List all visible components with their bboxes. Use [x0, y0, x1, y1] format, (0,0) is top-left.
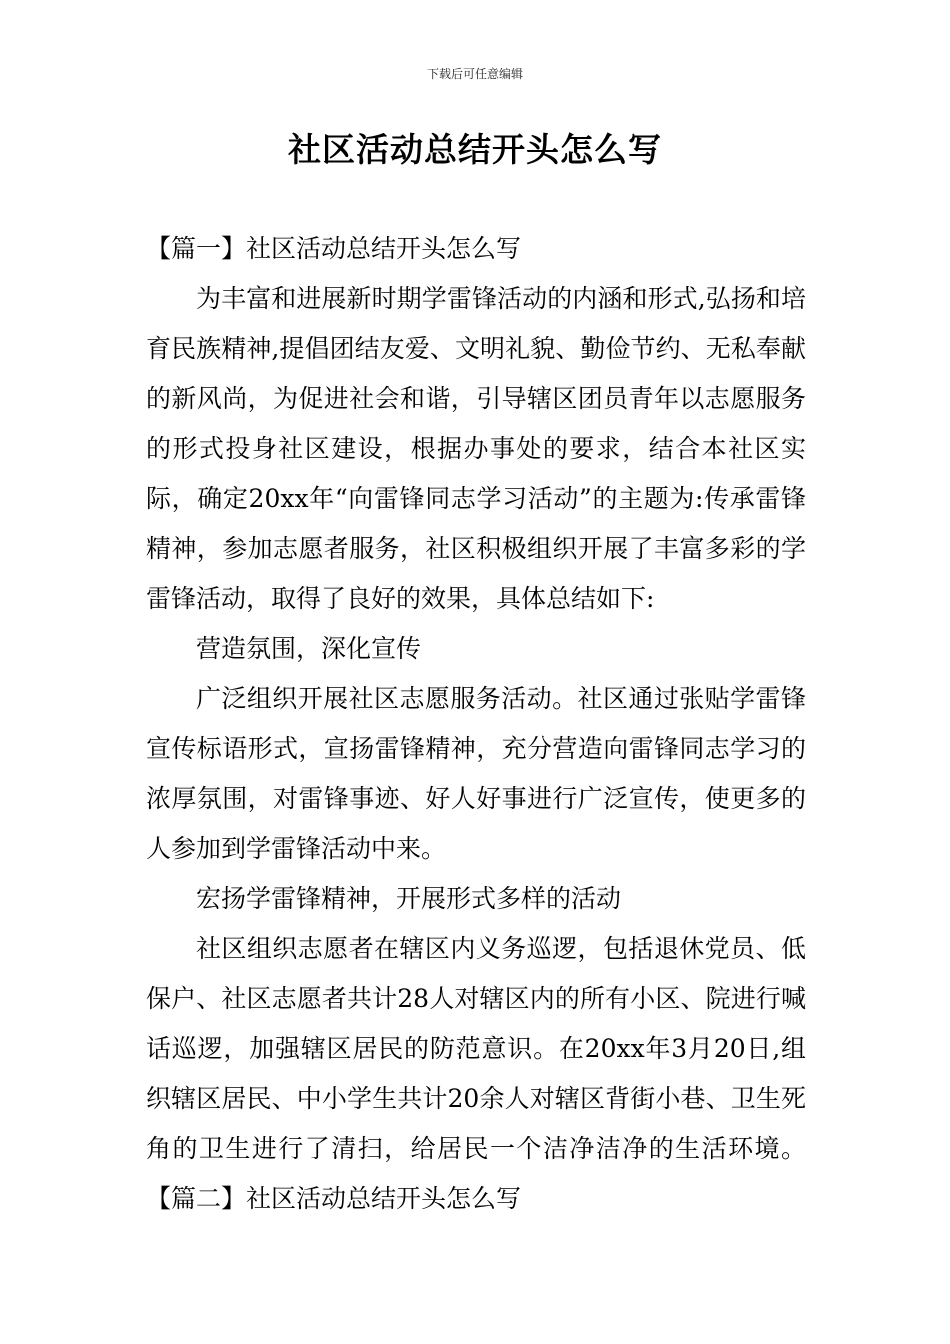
header-note: 下载后可任意编辑	[426, 67, 523, 81]
paragraph-volunteer-service: 广泛组织开展社区志愿服务活动。社区通过张贴学雷锋宣传标语形式，宣扬雷锋精神，充分营造向雷锋同志学习的浓厚氛围，对雷锋事迹、好人好事进行广泛宣传，使更多的人参加到学雷锋活动中来。	[146, 684, 806, 863]
document-title: 社区活动总结开头怎么写	[288, 130, 662, 169]
paragraph-patrol: 社区组织志愿者在辖区内义务巡逻，包括退休党员、低保户、社区志愿者共计28人对辖区内的所有小区、院进行喊话巡逻，加强辖区居民的防范意识。在20xx年3月20日,组织辖区居民、中小学生共计20余人对辖区背街小巷、卫生死角的卫生进行了清扫，给居民一个洁净洁净的生活环境。【篇二】社区活动总结开头怎么写	[146, 934, 806, 1213]
subheading-activities: 宏扬学雷锋精神，开展形式多样的活动	[196, 884, 622, 913]
document-body	[146, 224, 806, 1224]
section-heading-1: 【篇一】社区活动总结开头怎么写	[146, 234, 522, 263]
subheading-atmosphere: 营造氛围，深化宣传	[196, 634, 422, 663]
paragraph-intro: 为丰富和进展新时期学雷锋活动的内涵和形式,弘扬和培育民族精神,提倡团结友爱、文明礼貌、勤俭节约、无私奉献的新风尚，为促进社会和谐，引导辖区团员青年以志愿服务的形式投身社区建设，根据办事处的要求，结合本社区实际，确定20xx年“向雷锋同志学习活动”的主题为:传承雷锋精神，参加志愿者服务，社区积极组织开展了丰富多彩的学雷锋活动，取得了良好的效果，具体总结如下:	[146, 284, 806, 613]
